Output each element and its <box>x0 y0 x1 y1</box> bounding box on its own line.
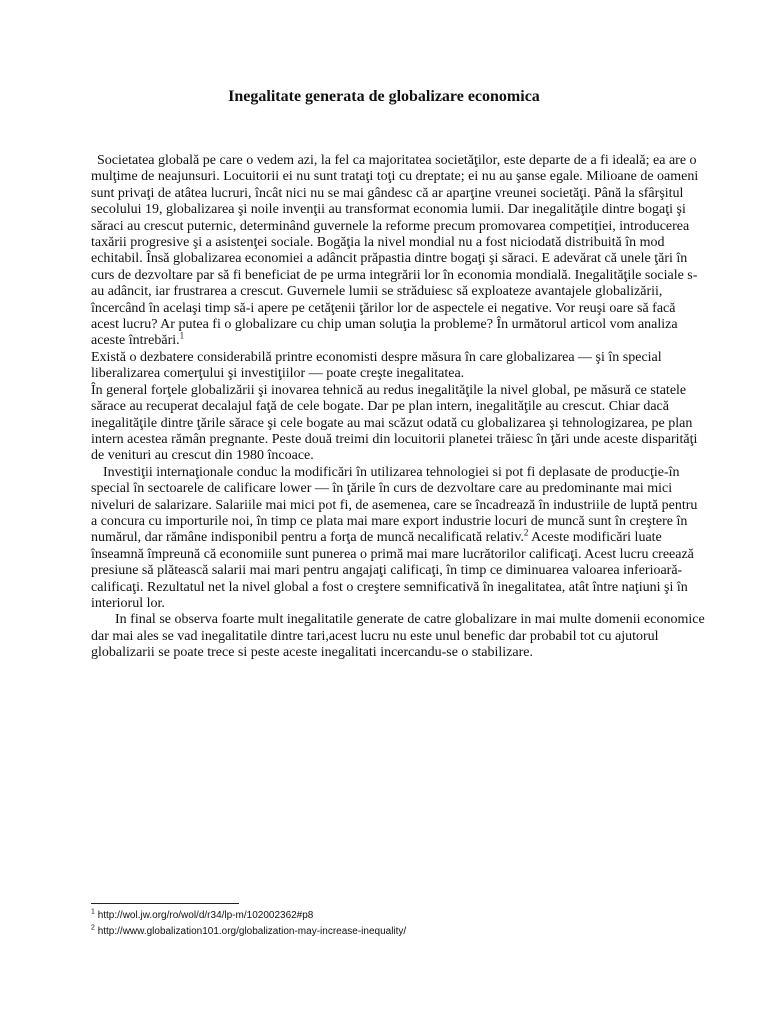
footnote-item <box>91 924 691 940</box>
paragraph-general-forces: În general forţele globalizării şi inovarea tehnică au redus inegalităţile la nivel global, pe măsură ce statele sărace au recuperat decalajul faţă de cele bogate. Dar pe plan intern, inegalităţile au crescut. Chiar dacă inegalităţile dintre ţările sărace şi cele bogate au mai scăzut odată cu globalizarea şi tehnologizarea, pe plan intern acestea rămân pregnante. Peste două treimi din locuitorii planetei trăiesc în ţări unde aceste disparităţi de venituri au crescut din 1980 încoace. <box>91 382 698 464</box>
footnote-item <box>91 908 691 924</box>
paragraph-conclusion: In final se observa foarte mult inegalitatile generate de catre globalizare in mai multe domenii economice dar mai ales se vad inegalitatile dintre tari,acest lucru nu este unul benefic dar probabil tot cu ajutorul globalizarii se poate trece si peste aceste inegalitati incercandu-se o stabilizare. <box>91 612 705 661</box>
footnote-separator <box>91 903 239 904</box>
footnote-number: 2 <box>91 924 95 932</box>
paragraph-investments-text-a: Investiţii internaţionale conduc la modificări în utilizarea tehnologiei si pot fi deplasate de producţie-în special în sectoarele de calificare lower — în ţările în curs de dezvoltare care au predominante mai mici niveluri de salarizare. Salariile mai mici pot fi, de asemenea, care se încadrează în industriile de luptă pentru a concura cu importurile noi, în timp ce plata mai mare export industrie locuri de muncă sunt în creştere în numărul, dar rămâne indisponibil pentru a forţa de muncă necalificată relativ. <box>91 464 698 546</box>
document-body <box>91 153 705 662</box>
paragraph-intro-text: Societatea globală pe care o vedem azi, la fel ca majoritatea societăţilor, este departe de a fi ideală; ea are o mulţime de neajunsuri. Locuitorii ei nu sunt trataţi toţi cu dreptate; ei nu au şanse egale. Milioane de oameni sunt privaţi de atâtea lucruri, încât nici nu se mai gândesc că ar aparţine vreunei societăţi. Până la sfârşitul secolului 19, globalizarea şi noile invenţii au transformat economia lumii. Dar inegalităţile dintre bogaţi şi săraci au crescut puternic, determinând guvernele la reforme precum promovarea competiţiei, introducerea taxării progresive şi a asistenţei sociale. Bogăţia la nivel mondial nu a fost niciodată distribuită în mod echitabil. Însă globalizarea economiei a adâncit prăpastia dintre bogaţi şi săraci. E adevărat că unele ţări în curs de dezvoltare par să fi beneficiat de pe urma integrării lor în economia mondială. Inegalităţile sociale s-au adâncit, iar frustrarea a crescut. Guvernele lumii se străduiesc să exploateze avantajele globalizării, încercând în acelaşi timp să-i apere pe cetăţenii ţărilor lor de aspectele ei negative. Vor reuşi oare să facă acest lucru? Ar putea fi o globalizare cu chip uman soluţia la probleme? În următorul articol vom analiza aceste întrebări. <box>91 153 699 349</box>
footnote-number: 1 <box>91 908 95 916</box>
paragraph-intro <box>91 153 705 350</box>
paragraph-investments-text-b: Aceste modificări luate înseamnă împreună că economiile sunt punerea o primă mai mare lucrătorilor calificaţi. Acest lucru creează presiune să plătească salarii mai mari pentru angajaţi calificaţi, în timp ce diminuarea valoarea inferioară-calificaţi. Rezultatul net la nivel global a fost o creştere semnificativă în inegalitatea, atât între naţiuni şi în interiorul lor. <box>91 530 694 611</box>
document-title: Inegalitate generata de globalizare economica <box>228 88 540 105</box>
footnote-ref-1[interactable]: 1 <box>179 330 185 341</box>
paragraph-debate: Există o dezbatere considerabilă printre economisti despre măsura în care globalizarea — şi în special liberalizarea comerţului şi investiţiilor — poate creşte inegalitatea. <box>91 349 662 382</box>
footnote-link[interactable]: http://wol.jw.org/ro/wol/d/r34/lp-m/102002362#p8 <box>97 910 314 921</box>
footnote-ref-2[interactable]: 2 <box>523 527 529 538</box>
footnote-link[interactable]: http://www.globalization101.org/globalization-may-increase-inequality/ <box>97 926 407 937</box>
footnotes-section <box>91 908 691 940</box>
paragraph-investments <box>91 465 705 613</box>
